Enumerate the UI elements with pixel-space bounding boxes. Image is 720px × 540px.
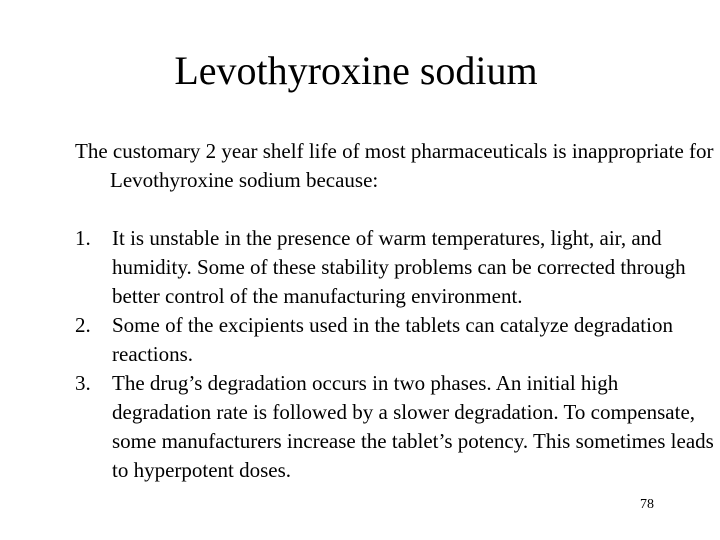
slide-body <box>75 137 720 485</box>
list-item-number: 1. <box>75 226 91 250</box>
list-item <box>75 369 720 485</box>
list-item-text: It is unstable in the presence of warm temperatures, light, air, and humidity. Some of these stability problems can be corrected through better control of the manufacturing environment. <box>112 226 686 308</box>
slide-title: Levothyroxine sodium <box>174 48 538 93</box>
list-item-number: 2. <box>75 313 91 337</box>
reasons-list <box>75 224 720 485</box>
intro-text: The customary 2 year shelf life of most pharmaceuticals is inappropriate for Levothyroxine sodium because: <box>75 139 714 192</box>
list-item-number: 3. <box>75 371 91 395</box>
page-number: 78 <box>640 497 654 512</box>
list-item-text: The drug’s degradation occurs in two phases. An initial high degradation rate is followed by a slower degradation. To compensate, some manufacturers increase the tablet’s potency. This sometimes leads to hyperpotent doses. <box>112 371 714 482</box>
list-item <box>75 311 720 369</box>
list-item <box>75 224 720 311</box>
list-item-text: Some of the excipients used in the tablets can catalyze degradation reactions. <box>112 313 673 366</box>
